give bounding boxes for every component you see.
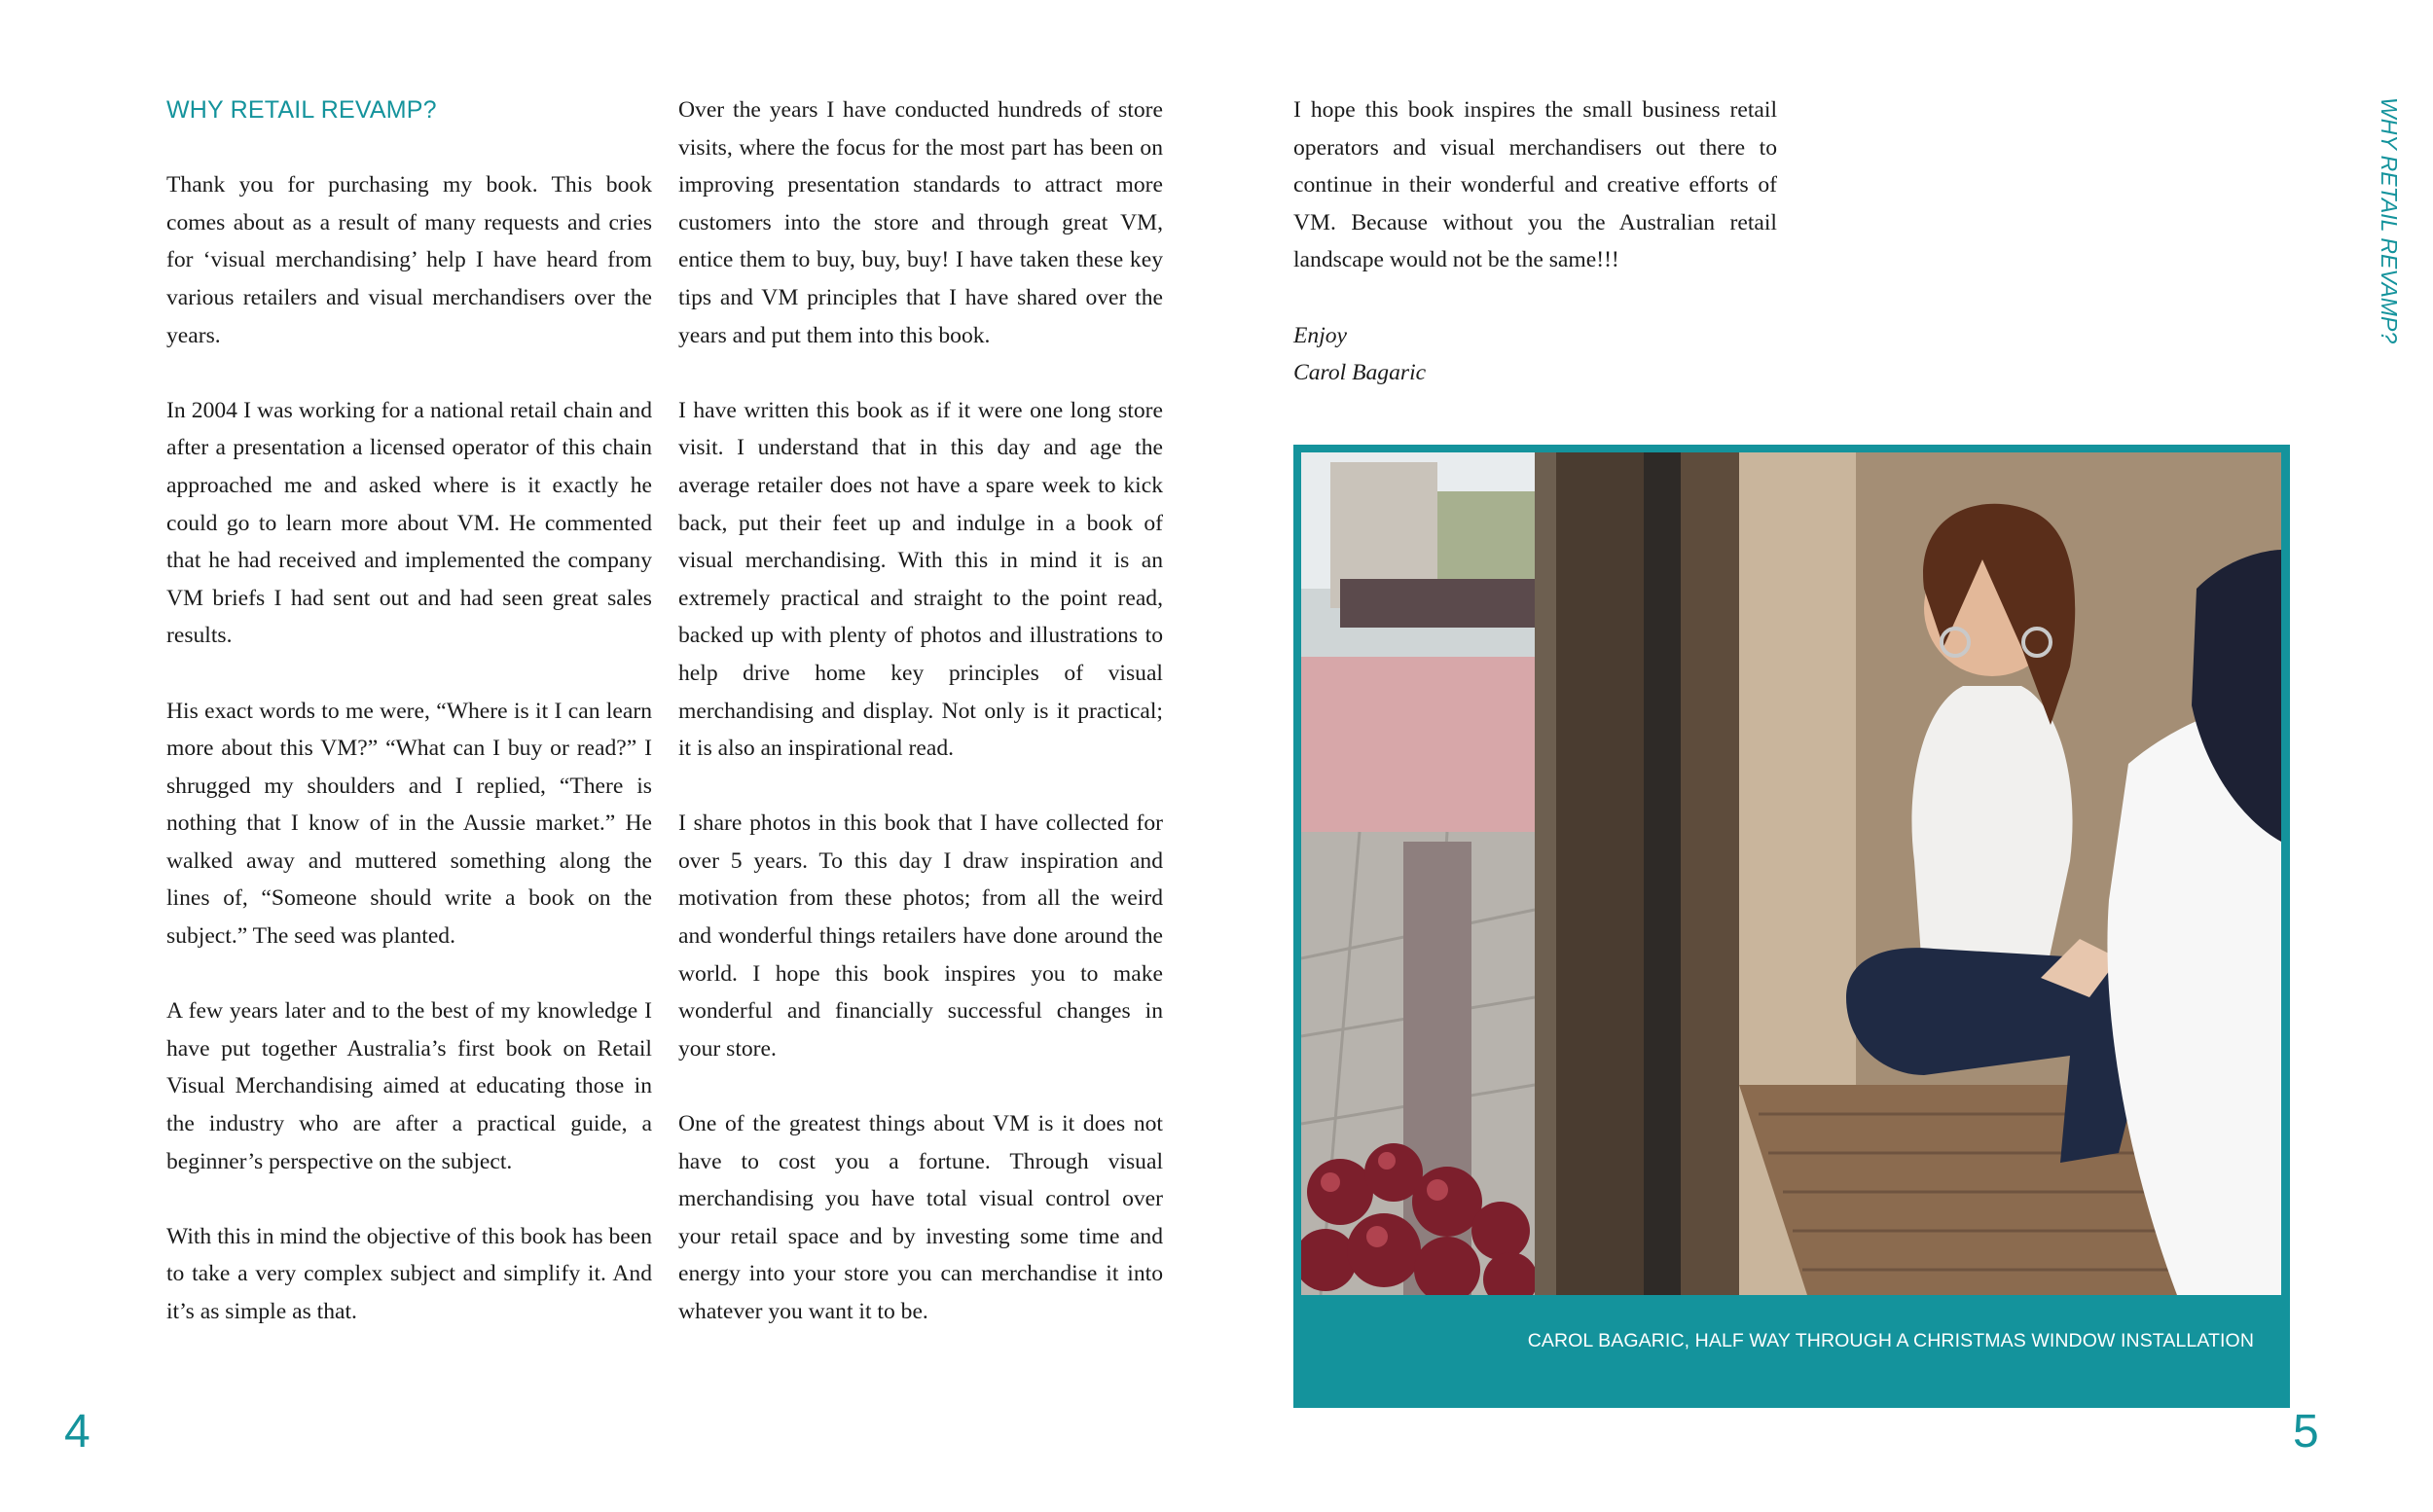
paragraph: Thank you for purchasing my book. This book comes about as a result of many requests and cries for ‘visual merchandising’ help I have heard from various retailers and visual merchandisers over the years.	[166, 172, 652, 348]
paragraph: I hope this book inspires the small business retail operators and visual merchandisers out there to continue in their wonderful and creative efforts of VM. Because without you the Australian retail landscape would not be the same!!!	[1293, 97, 1777, 273]
right-text-column	[1293, 91, 1777, 392]
left-text-column-2	[678, 91, 1163, 1368]
paragraph: His exact words to me were, “Where is it I can learn more about this VM?” “What can I buy or read?” I shrugged my shoulders and I replied, “There is nothing that I know of in the Aussie market.” He walked away and muttered something along the lines of, “Someone should write a book on the subject.” The seed was planted.	[166, 698, 652, 950]
signoff: Enjoy	[1293, 322, 1348, 348]
author-name: Carol Bagaric	[1293, 360, 1427, 386]
paragraph: I share photos in this book that I have collected for over 5 years. To this day I draw inspiration and motivation from these photos; from all the weird and wonderful things retailers have done around the world. I hope this book inspires you to make wonderful and financially successful changes in your store.	[678, 810, 1163, 1062]
page-number-left: 4	[64, 1406, 91, 1458]
signature-block	[1293, 317, 1777, 392]
photo-frame	[1293, 445, 2290, 1408]
paragraph: Over the years I have conducted hundreds of store visits, where the focus for the most part has been on improving presentation standards to attract more customers into the store and through great VM, entice them to buy, buy, buy! I have taken these key tips and VM principles that I have shared over the years and put them into this book.	[678, 97, 1163, 348]
paragraph: In 2004 I was working for a national retail chain and after a presentation a licensed operator of this chain approached me and asked where is it exactly he could go to learn more about VM. He commented that he had received and implemented the company VM briefs I had sent out and had seen great sales results.	[166, 397, 652, 649]
section-heading: WHY RETAIL REVAMP?	[166, 96, 437, 124]
paragraph: A few years later and to the best of my knowledge I have put together Australia’s first book on Retail Visual Merchandising aimed at educating those in the industry who are after a practical guide, a beginner’s perspective on the subject.	[166, 998, 652, 1174]
paragraph: With this in mind the objective of this book has been to take a very complex subject and simplify it. And it’s as simple as that.	[166, 1223, 652, 1324]
paragraph: One of the greatest things about VM is it does not have to cost you a fortune. Through visual merchandising you have total visual control over your retail space and by investing some time and energy into your store you can merchandise it into whatever you want it to be.	[678, 1111, 1163, 1324]
paragraph: I have written this book as if it were one long store visit. I understand that in this day and age the average retailer does not have a spare week to kick back, put their feet up and indulge in a book of visual merchandising. With this in mind it is an extremely practical and straight to the point read, backed up with plenty of photos and illustrations to help drive home key principles of visual merchandising and display. Not only is it practical; it is also an inspirational read.	[678, 397, 1163, 762]
photo-caption: CAROL BAGARIC, HALF WAY THROUGH A CHRISTMAS WINDOW INSTALLATION	[1527, 1330, 2254, 1351]
page-number-right: 5	[2293, 1406, 2319, 1458]
photo-illustration	[1301, 452, 2281, 1295]
running-head: WHY RETAIL REVAMP?	[2377, 97, 2402, 344]
left-text-column-1	[166, 91, 652, 1368]
author-photo	[1301, 452, 2281, 1295]
